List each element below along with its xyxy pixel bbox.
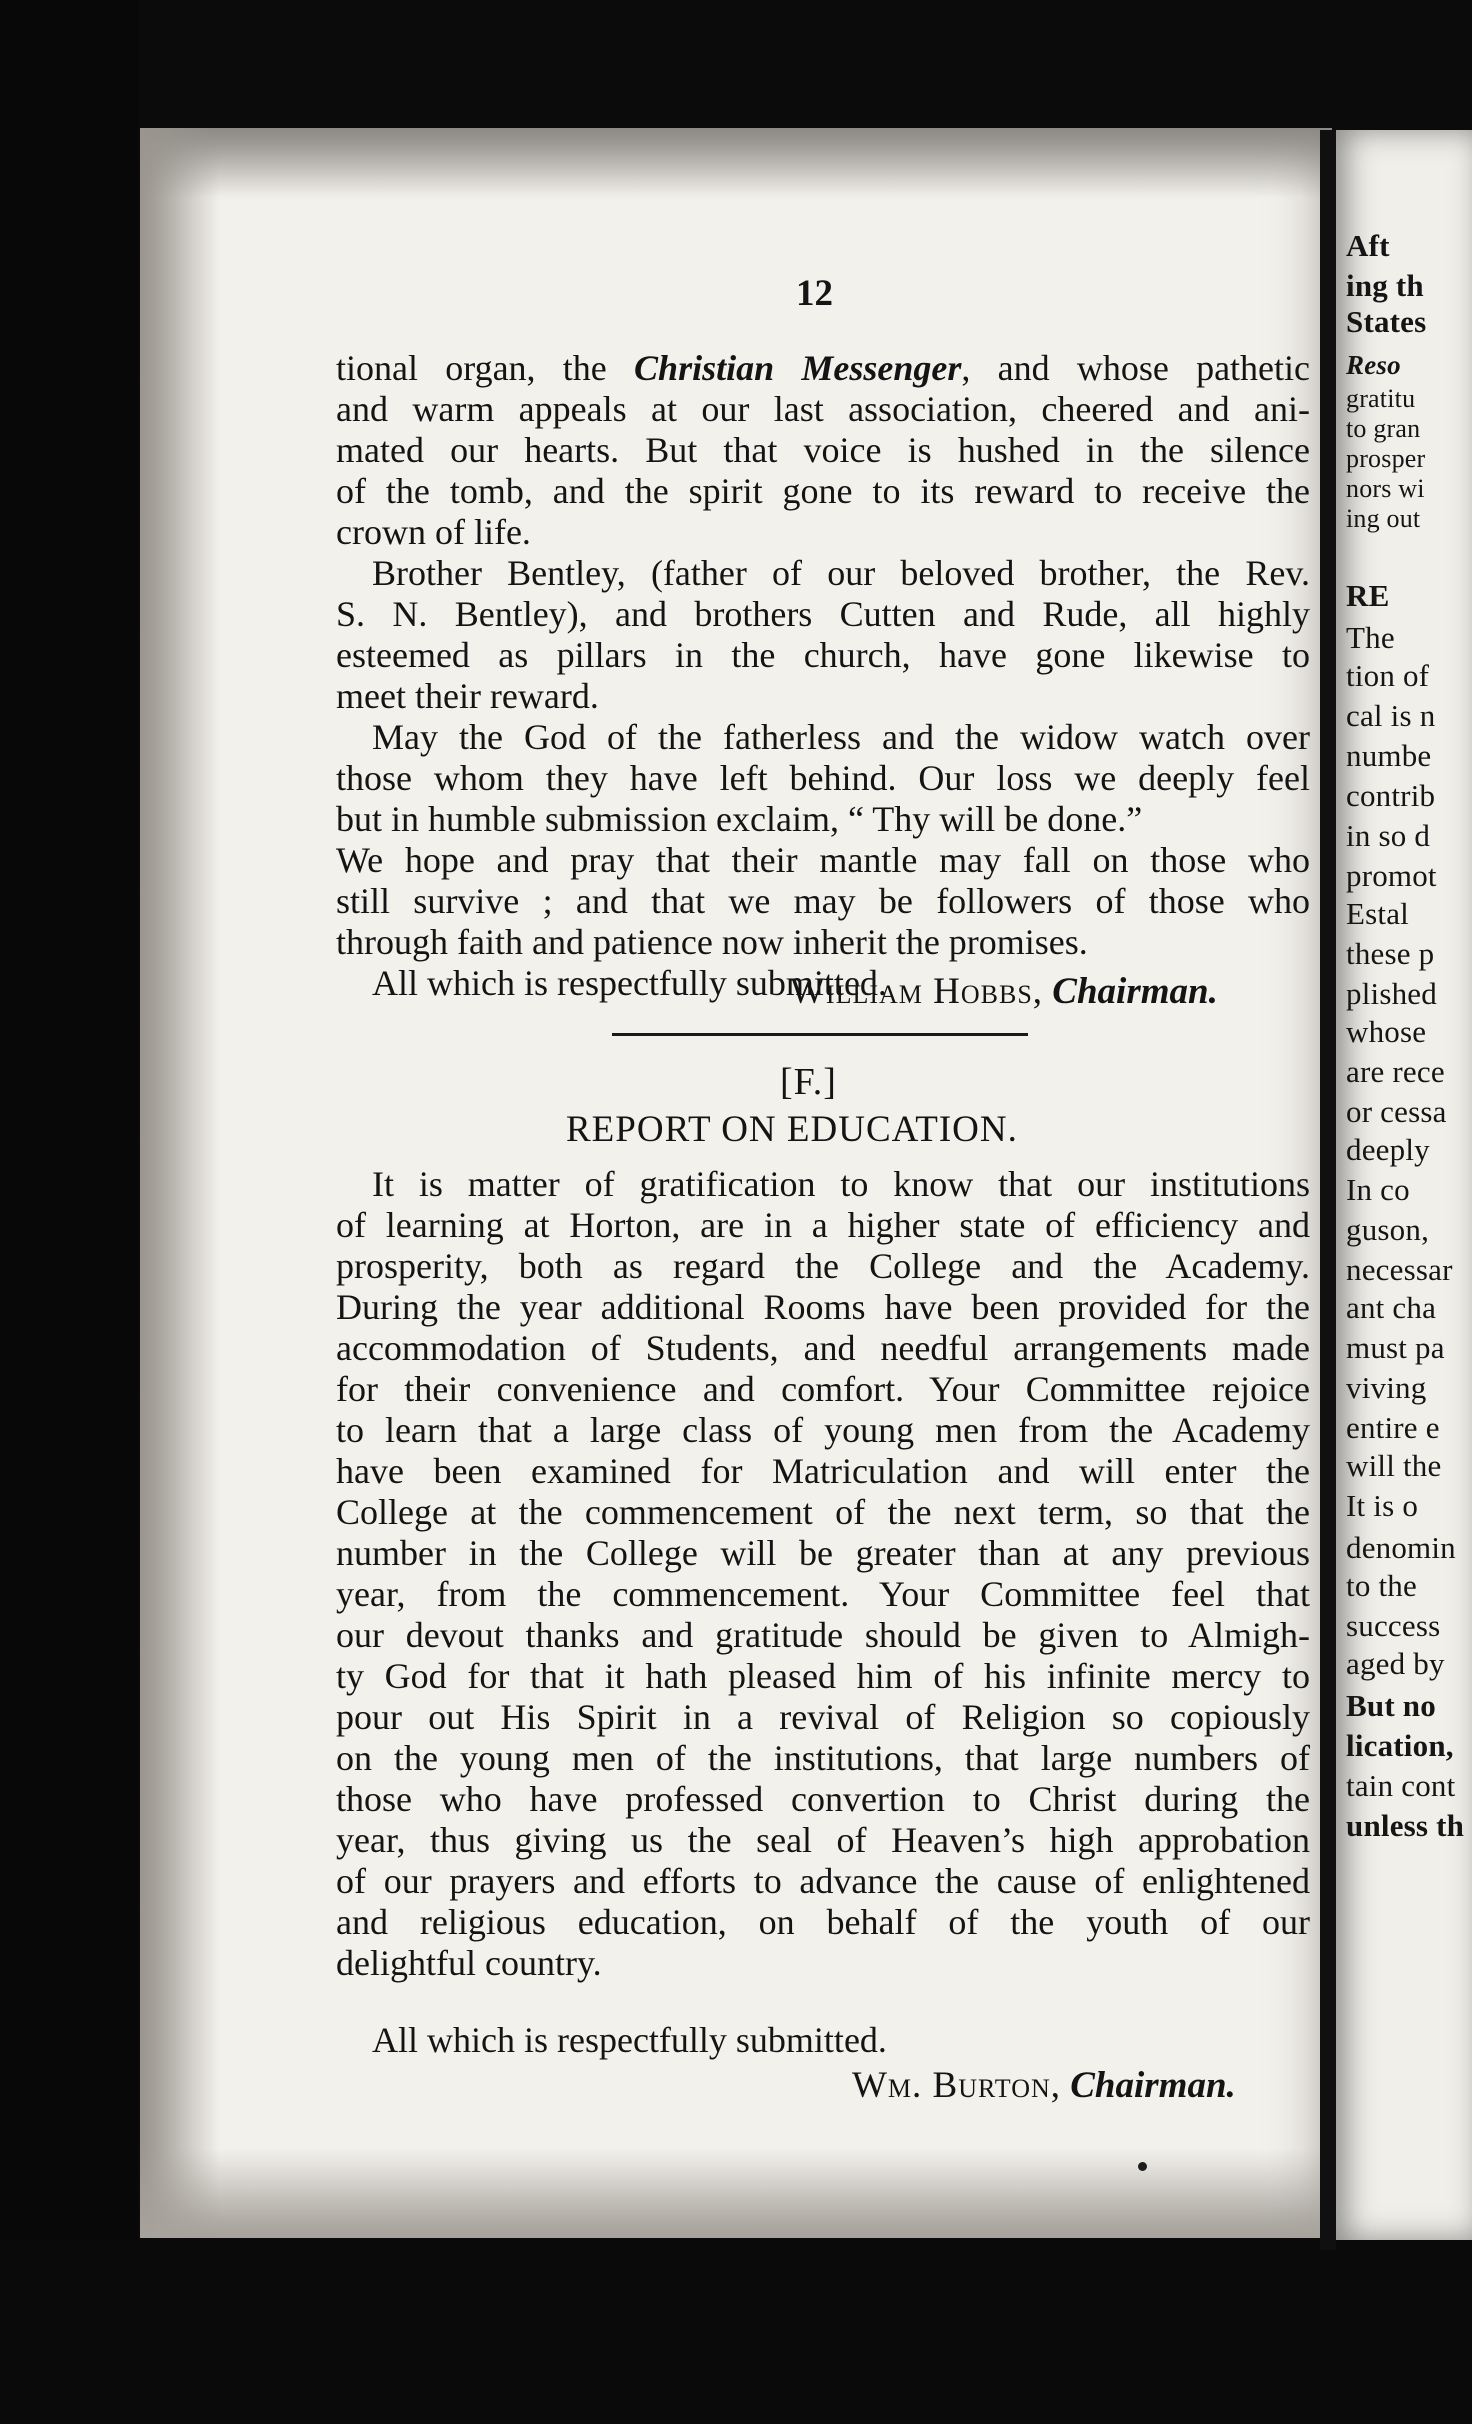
adjacent-page-line: It is o [1346,1488,1419,1523]
text-line: number in the College will be greater than at any previous [336,1533,1310,1573]
adjacent-page-line: will the [1346,1448,1442,1483]
section-title: REPORT ON EDUCATION. [566,1109,1018,1150]
adjacent-page-line: gratitu [1346,384,1416,413]
page-shadow-bottom [140,2148,1332,2238]
text-line: of learning at Horton, are in a higher state of efficiency and [336,1205,1310,1245]
text-line: We hope and pray that their mantle may fall on those who [336,840,1310,880]
text-line: and warm appeals at our last association, cheered and ani- [336,389,1310,429]
adjacent-page-line: lication, [1346,1728,1454,1763]
adjacent-page-line: contrib [1346,778,1436,813]
text-line: May the God of the fatherless and the widow watch over [372,717,1310,757]
adjacent-page-line: to gran [1346,414,1421,443]
paragraph-bentley [336,553,1310,717]
text-line: and religious education, on behalf of the youth of our [336,1902,1310,1942]
text-line: During the year additional Rooms have been provided for the [336,1287,1310,1327]
text-line: crown of life. [336,512,531,552]
adjacent-page-line: entire e [1346,1410,1440,1445]
signature-title: Chairman. [1052,971,1218,1012]
text-line: of the tomb, and the spirit gone to its reward to receive the [336,471,1310,511]
page-shadow-top [140,128,1332,198]
section-label: [F.] [780,1061,837,1103]
text-line: still survive ; and that we may be followers of those who [336,881,1310,921]
adjacent-page-line: In co [1346,1172,1410,1207]
adjacent-page-line: But no [1346,1688,1436,1723]
text-line: prosperity, both as regard the College and the Academy. [336,1246,1310,1286]
signature-name: William Hobbs, [790,971,1044,1012]
adjacent-page-line: deeply [1346,1132,1430,1167]
adjacent-page-line: nors wi [1346,474,1425,503]
text-line: ty God for that it hath pleased him of his infinite mercy to [336,1656,1310,1696]
adjacent-page-line: tain cont [1346,1768,1456,1803]
adjacent-page-line: to the [1346,1568,1417,1603]
text-line: All which is respectfully submitted. [372,963,887,1003]
text-line: but in humble submission exclaim, “ Thy will be done.” [336,799,1143,839]
adjacent-page-line: unless th [1346,1808,1465,1843]
book-gutter [1320,130,1336,2250]
adjacent-page-line: numbe [1346,738,1432,773]
text-line: those whom they have left behind. Our loss we deeply feel [336,758,1310,798]
adjacent-page-line: in so d [1346,818,1431,853]
text-line: have been examined for Matriculation and will enter the [336,1451,1310,1491]
paragraph-education [336,1164,1310,1984]
section-divider [612,1033,1028,1036]
adjacent-page-line: necessar [1346,1252,1453,1287]
text-line: on the young men of the institutions, that large numbers of [336,1738,1310,1778]
adjacent-page-fragment [1336,130,1472,2240]
periodical-title: Christian Messenger [634,348,962,388]
adjacent-page-line: aged by [1346,1646,1445,1681]
adjacent-page-line: The [1346,620,1395,655]
text-line: year, from the commencement. Your Committee feel that [336,1574,1310,1614]
text-line: S. N. Bentley), and brothers Cutten and Rude, all highly [336,594,1310,634]
text-line: pour out His Spirit in a revival of Religion so copiously [336,1697,1310,1737]
signature-hobbs [790,970,1218,1013]
text-line: through faith and patience now inherit the promises. [336,922,1088,962]
text-line: of our prayers and efforts to advance the cause of enlightened [336,1861,1310,1901]
text-line: year, thus giving us the seal of Heaven’s high approbation [336,1820,1310,1860]
ink-speck [1138,2162,1147,2171]
adjacent-page-line: whose [1346,1014,1427,1049]
text-line: for their convenience and comfort. Your Committee rejoice [336,1369,1310,1409]
text-line: College at the commencement of the next term, so that the [336,1492,1310,1532]
adjacent-page-line: denomin [1346,1530,1456,1565]
adjacent-page-line: RE [1346,578,1390,613]
adjacent-page-line: are rece [1346,1054,1445,1089]
signature-name: Wm. Burton, [852,2065,1061,2106]
text-line: It is matter of gratification to know that our institutions [372,1164,1310,1204]
paragraph-tribute [336,348,1310,553]
adjacent-page-line: viving [1346,1370,1427,1405]
adjacent-page-line: Aft [1346,228,1390,263]
adjacent-page-line: plished [1346,976,1437,1011]
adjacent-page-line: must pa [1346,1330,1445,1365]
page-number: 12 [796,273,833,314]
adjacent-page-line: ant cha [1346,1290,1437,1325]
text-line: delightful country. [336,1943,602,1983]
page-shadow-left [140,128,220,2238]
text-line: to learn that a large class of young men from the Academy [336,1410,1310,1450]
signature-title: Chairman. [1070,2065,1236,2106]
scan-background-left [0,0,138,2424]
text-line: accommodation of Students, and needful arrangements made [336,1328,1310,1368]
adjacent-page-line: or cessa [1346,1094,1447,1129]
paragraph-prayer [336,717,1310,963]
adjacent-page-line: States [1346,304,1427,339]
adjacent-page-line: tion of [1346,658,1430,693]
text-line: Brother Bentley, (father of our beloved brother, the Rev. [372,553,1310,593]
adjacent-page-line: these p [1346,936,1435,971]
adjacent-page-line: ing out [1346,504,1421,533]
text-line: tional organ, the Christian Messenger, and whose pathetic [336,348,1311,388]
adjacent-page-line: guson, [1346,1212,1430,1247]
adjacent-page-line: promot [1346,858,1437,893]
adjacent-page-line: Reso [1346,350,1401,380]
adjacent-page-line: success [1346,1608,1441,1643]
text-line: esteemed as pillars in the church, have gone likewise to [336,635,1310,675]
signature-burton [852,2064,1236,2107]
scan-background-bottom [0,2240,1472,2424]
text-line: All which is respectfully submitted. [372,2020,887,2060]
adjacent-page-line: Estal [1346,896,1409,931]
text-line: our devout thanks and gratitude should be given to Almigh- [336,1615,1310,1655]
adjacent-page-line: ing th [1346,268,1424,303]
adjacent-page-line: prosper [1346,444,1426,473]
text-line: meet their reward. [336,676,599,716]
closing-statement-2 [336,2020,1310,2061]
text-line: those who have professed convertion to Christ during the [336,1779,1310,1819]
text-line: mated our hearts. But that voice is hushed in the silence [336,430,1310,470]
adjacent-page-line: cal is n [1346,698,1436,733]
